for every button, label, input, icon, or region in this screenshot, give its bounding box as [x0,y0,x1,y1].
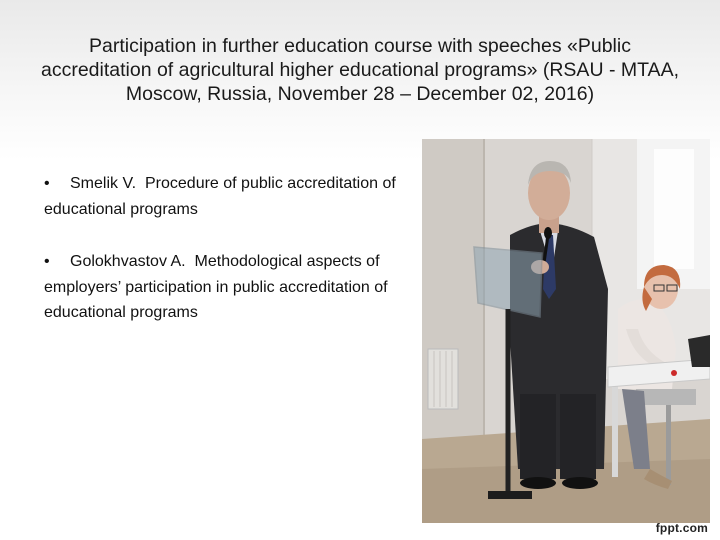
bullet-marker: • [44,253,50,270]
talk-topic: Methodological aspects of employers’ participation in public accreditation of educational programs [44,253,388,321]
slide-title: Participation in further education course with speeches «Public accreditation of agricultural higher educational programs» (RSAU - MTAA, Moscow, Russia, November 28 – December 02, 2016) [40,35,679,105]
bullet-marker: • [44,175,50,192]
bullet-item-smelik [44,171,429,222]
watermark: fppt.com [655,521,708,535]
bullet-list [44,171,429,353]
bullet-item-golokhvastov [44,249,429,326]
talk-topic: Procedure of public accreditation of educational programs [44,175,396,218]
speaker-name: Smelik V. [70,175,137,192]
event-photo [422,139,710,523]
speaker-name: Golokhvastov A. [70,253,186,270]
